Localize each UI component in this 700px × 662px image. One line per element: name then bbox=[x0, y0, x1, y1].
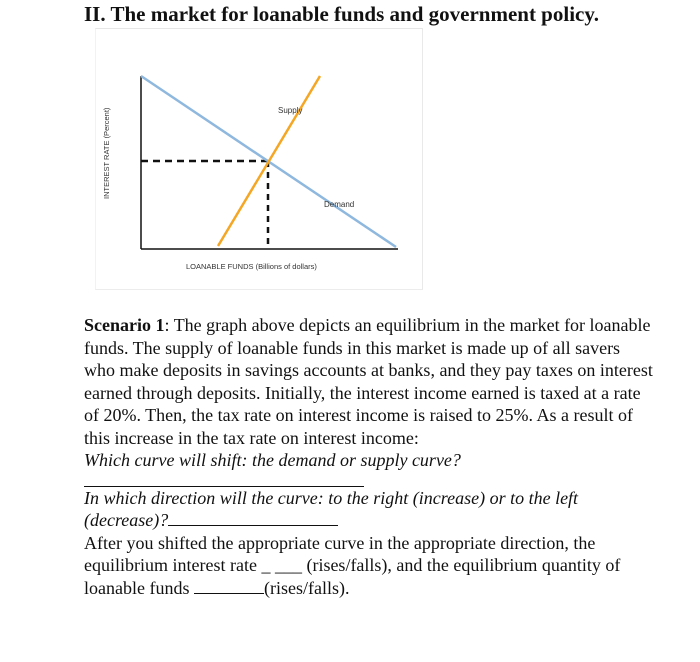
question-direction-text: In which direction will the curve: to the right (increase) or to the left (decrease)? bbox=[84, 487, 579, 530]
question-equilibrium bbox=[84, 532, 654, 600]
answer-blank-quantity[interactable] bbox=[194, 578, 264, 594]
question-direction bbox=[84, 487, 654, 532]
scenario-body: The graph above depicts an equilibrium in the market for loanable funds. The supply of loanable funds in this market is made up of all savers who make deposits in savings accounts at banks, and they pay taxes on interest earned through deposits. Initially, the interest income earned is taxed at a rate of 20%. Then, the tax rate on interest income is raised to 25%. As a result of this increase in the tax rate on interest income: bbox=[84, 315, 653, 448]
question-equilibrium-part1: After you shifted the appropriate curve in the appropriate direction, the equilibrium interest rate bbox=[84, 532, 596, 575]
scenario-paragraph bbox=[84, 314, 654, 449]
supply-label: Supply bbox=[278, 106, 303, 115]
question-equilibrium-part3: (rises/falls). bbox=[263, 577, 350, 598]
y-axis-label: INTEREST RATE (Percent) bbox=[102, 107, 111, 199]
demand-label: Demand bbox=[324, 200, 355, 209]
question-equilibrium-part2: (rises/falls), and the equilibrium quantity of loanable funds bbox=[84, 555, 621, 598]
section-heading: II. The market for loanable funds and government policy. bbox=[84, 2, 599, 26]
scenario-title-colon: : bbox=[164, 315, 170, 335]
scenario-title: Scenario 1 bbox=[84, 315, 165, 335]
question-which-curve: Which curve will shift: the demand or supply curve? bbox=[84, 450, 461, 470]
scenario-text bbox=[84, 314, 654, 599]
answer-blank-direction[interactable] bbox=[168, 510, 338, 526]
answer-line-curve[interactable] bbox=[84, 472, 364, 487]
graph-canvas bbox=[96, 29, 422, 289]
answer-blank-interest-rate[interactable]: _ ___ bbox=[261, 555, 302, 575]
x-axis-label: LOANABLE FUNDS (Billions of dollars) bbox=[186, 262, 317, 271]
loanable-funds-graph bbox=[95, 28, 423, 290]
